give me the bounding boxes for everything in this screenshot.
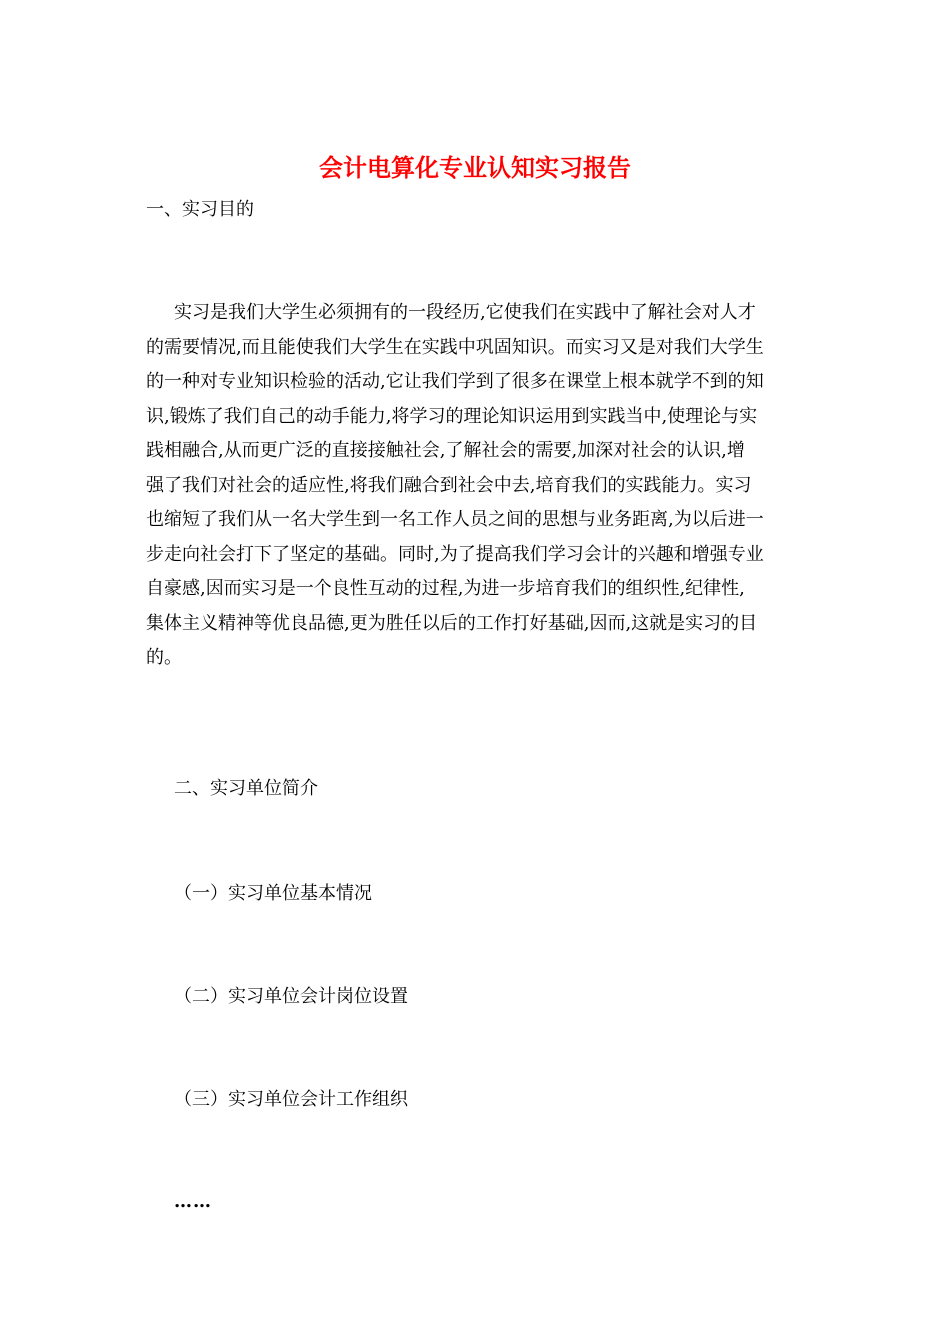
paragraph-line: 识,锻炼了我们自己的动手能力,将学习的理论知识运用到实践当中,使理论与实 (146, 405, 758, 427)
paragraph-line: 自豪感,因而实习是一个良性互动的过程,为进一步培育我们的组织性,纪律性, (146, 578, 745, 599)
section-heading-purpose: 一、实习目的 (146, 199, 254, 220)
subsection-accounting-positions: （二）实习单位会计岗位设置 (174, 986, 408, 1007)
paragraph-line: 集体主义精神等优良品德,更为胜任以后的工作打好基础,因而,这就是实习的目 (146, 612, 758, 634)
purpose-paragraph (146, 296, 806, 676)
paragraph-line: 强了我们对社会的适应性,将我们融合到社会中去,培育我们的实践能力。实习 (146, 474, 752, 496)
continuation-ellipsis: …… (174, 1191, 212, 1212)
section-heading-unit-intro: 二、实习单位简介 (174, 778, 318, 799)
paragraph-line: 也缩短了我们从一名大学生到一名工作人员之间的思想与业务距离,为以后进一 (146, 509, 764, 530)
paragraph-line: 的一种对专业知识检验的活动,它让我们学到了很多在课堂上根本就学不到的知 (146, 371, 764, 392)
subsection-basic-info: （一）实习单位基本情况 (174, 883, 372, 904)
paragraph-line: 步走向社会打下了坚定的基础。同时,为了提高我们学习会计的兴趣和增强专业 (146, 543, 764, 565)
paragraph-line: 践相融合,从而更广泛的直接接触社会,了解社会的需要,加深对社会的认识,增 (146, 440, 745, 461)
subsection-accounting-organization: （三）实习单位会计工作组织 (174, 1089, 408, 1110)
paragraph-line: 的需要情况,而且能使我们大学生在实践中巩固知识。而实习又是对我们大学生 (146, 336, 764, 358)
document-title: 会计电算化专业认知实习报告 (319, 153, 631, 182)
paragraph-line: 实习是我们大学生必须拥有的一段经历,它使我们在实践中了解社会对人才 (174, 302, 756, 323)
paragraph-line: 的。 (146, 647, 182, 668)
